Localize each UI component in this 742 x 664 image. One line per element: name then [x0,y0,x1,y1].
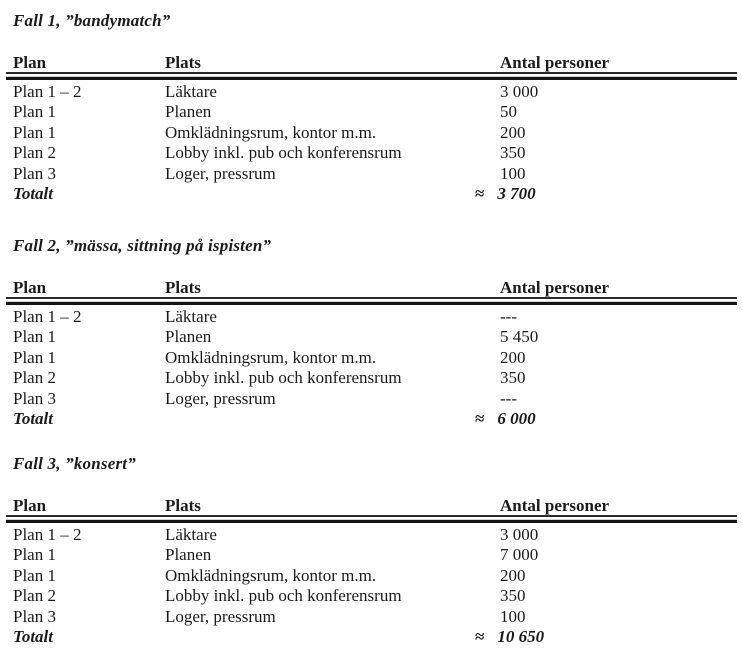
total-label: Totalt [13,627,53,647]
table-row [6,164,737,185]
cell-plan: Plan 1 – 2 [13,81,82,101]
cell-plan: Plan 2 [13,586,56,606]
column-header-plats: Plats [165,53,201,72]
cell-plats: Läktare [165,524,217,544]
cell-plats: Omklädningsrum, kontor m.m. [165,565,377,585]
cell-antal: --- [500,388,517,408]
cell-plan: Plan 3 [13,388,56,408]
total-row [6,409,737,430]
cell-plan: Plan 3 [13,606,56,626]
section-fall-3 [6,453,737,648]
header-rule-secondary [6,520,737,523]
section-title: Fall 1, ”bandymatch” [13,11,171,30]
column-header-antal: Antal personer [500,496,610,515]
table-row [6,143,737,164]
table-header-row [6,54,737,74]
column-header-plan: Plan [13,278,47,297]
total-cell [475,627,737,648]
table-body [6,82,737,206]
total-value: 6 000 [497,409,536,429]
column-header-plats: Plats [165,496,201,515]
cell-antal: 100 [500,163,526,183]
total-value: 3 700 [497,184,536,204]
table-row [6,348,737,369]
cell-plats: Läktare [165,306,217,326]
cell-plan: Plan 1 [13,545,56,565]
cell-plats: Omklädningsrum, kontor m.m. [165,347,377,367]
table-header-row [6,497,737,517]
table-body [6,525,737,649]
cell-antal: 100 [500,606,526,626]
cell-antal: 3 000 [500,524,539,544]
table-fall-3 [6,497,737,648]
section-title: Fall 2, ”mässa, sittning på ispisten” [13,236,272,255]
header-rule-secondary [6,302,737,305]
cell-plan: Plan 1 [13,102,56,122]
approx-symbol: ≈ [475,627,485,647]
cell-plan: Plan 1 – 2 [13,524,82,544]
table-fall-2 [6,279,737,430]
column-header-plan: Plan [13,496,47,515]
table-row [6,307,737,328]
cell-antal: 200 [500,347,526,367]
column-header-plan: Plan [13,53,47,72]
table-row [6,586,737,607]
total-row [6,627,737,648]
section-fall-2 [6,235,737,430]
cell-plan: Plan 3 [13,163,56,183]
total-row [6,184,737,205]
cell-plats: Loger, pressrum [165,163,276,183]
cell-antal: 5 450 [500,327,539,347]
cell-plan: Plan 1 [13,122,56,142]
cell-plats: Planen [165,545,212,565]
cell-antal: 7 000 [500,545,539,565]
column-header-antal: Antal personer [500,278,610,297]
cell-plan: Plan 2 [13,368,56,388]
cell-plan: Plan 1 – 2 [13,306,82,326]
cell-plan: Plan 1 [13,565,56,585]
table-row [6,525,737,546]
table-row [6,389,737,410]
cell-plats: Lobby inkl. pub och konferensrum [165,368,402,388]
total-cell [475,409,737,430]
table-row [6,607,737,628]
cell-antal: 350 [500,368,526,388]
total-cell [475,184,737,205]
total-label: Totalt [13,184,53,204]
cell-plats: Omklädningsrum, kontor m.m. [165,122,377,142]
header-rule-secondary [6,77,737,80]
column-header-plats: Plats [165,278,201,297]
cell-antal: 350 [500,143,526,163]
cell-plats: Läktare [165,81,217,101]
cell-plan: Plan 1 [13,327,56,347]
table-header-row [6,279,737,299]
table-fall-1 [6,54,737,205]
table-row [6,368,737,389]
approx-symbol: ≈ [475,184,485,204]
section-title: Fall 3, ”konsert” [13,454,136,473]
total-value: 10 650 [497,627,545,647]
section-fall-1 [6,10,737,205]
cell-plan: Plan 1 [13,347,56,367]
table-row [6,545,737,566]
table-row [6,82,737,103]
cell-antal: 200 [500,565,526,585]
approx-symbol: ≈ [475,409,485,429]
cell-plats: Loger, pressrum [165,606,276,626]
column-header-antal: Antal personer [500,53,610,72]
cell-plats: Loger, pressrum [165,388,276,408]
total-label: Totalt [13,409,53,429]
cell-antal: --- [500,306,517,326]
table-row [6,566,737,587]
cell-plan: Plan 2 [13,143,56,163]
table-body [6,307,737,431]
cell-plats: Planen [165,327,212,347]
table-row [6,123,737,144]
cell-antal: 50 [500,102,517,122]
table-row [6,102,737,123]
cell-antal: 3 000 [500,81,539,101]
cell-plats: Lobby inkl. pub och konferensrum [165,586,402,606]
cell-antal: 350 [500,586,526,606]
cell-plats: Lobby inkl. pub och konferensrum [165,143,402,163]
cell-antal: 200 [500,122,526,142]
cell-plats: Planen [165,102,212,122]
table-row [6,327,737,348]
